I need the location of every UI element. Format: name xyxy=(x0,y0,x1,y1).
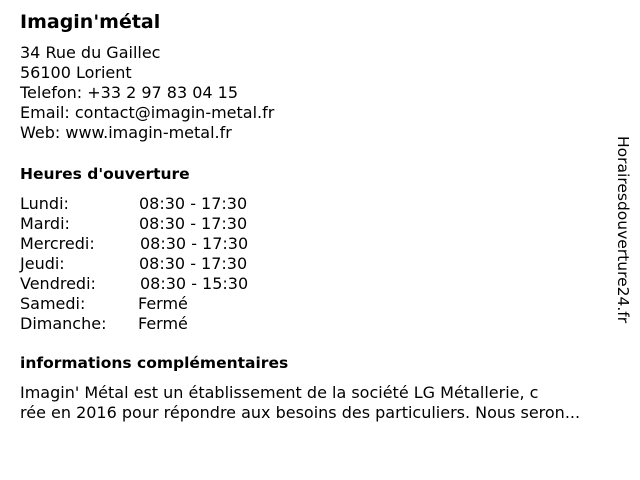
hours-day: Lundi: xyxy=(20,194,69,213)
hours-day: Dimanche: xyxy=(20,314,107,333)
address-line-2: 56100 Lorient xyxy=(20,63,132,82)
contact-block xyxy=(20,43,274,143)
info-description xyxy=(20,383,632,423)
hours-time: 08:30 - 17:30 xyxy=(139,254,248,273)
site-watermark-text: Horairesdouverture24.fr xyxy=(614,136,632,324)
hours-day: Mardi: xyxy=(20,214,70,233)
hours-heading: Heures d'ouverture xyxy=(20,165,190,183)
info-line-1: Imagin' Métal est un établissement de la société LG Métallerie, c xyxy=(20,383,539,402)
hours-time: 08:30 - 17:30 xyxy=(139,214,248,233)
email-line: Email: contact@imagin-metal.fr xyxy=(20,103,275,122)
info-heading: informations complémentaires xyxy=(20,354,289,372)
hours-day: Samedi: xyxy=(20,294,86,313)
hours-day: Jeudi: xyxy=(20,254,65,273)
hours-day: Mercredi: xyxy=(20,234,95,253)
site-watermark xyxy=(612,136,634,346)
address-line-1: 34 Rue du Gaillec xyxy=(20,43,161,62)
info-line-2: rée en 2016 pour répondre aux besoins des particuliers. Nous seron... xyxy=(20,403,581,422)
hours-time: Fermé xyxy=(138,294,188,313)
hours-day: Vendredi: xyxy=(20,274,96,293)
web-line: Web: www.imagin-metal.fr xyxy=(20,123,232,142)
hours-time: Fermé xyxy=(138,314,188,333)
hours-time: 08:30 - 17:30 xyxy=(139,194,248,213)
hours-time: 08:30 - 15:30 xyxy=(140,274,249,293)
phone-line: Telefon: +33 2 97 83 04 15 xyxy=(20,83,239,102)
business-name: Imagin'métal xyxy=(20,11,161,33)
hours-time: 08:30 - 17:30 xyxy=(140,234,249,253)
